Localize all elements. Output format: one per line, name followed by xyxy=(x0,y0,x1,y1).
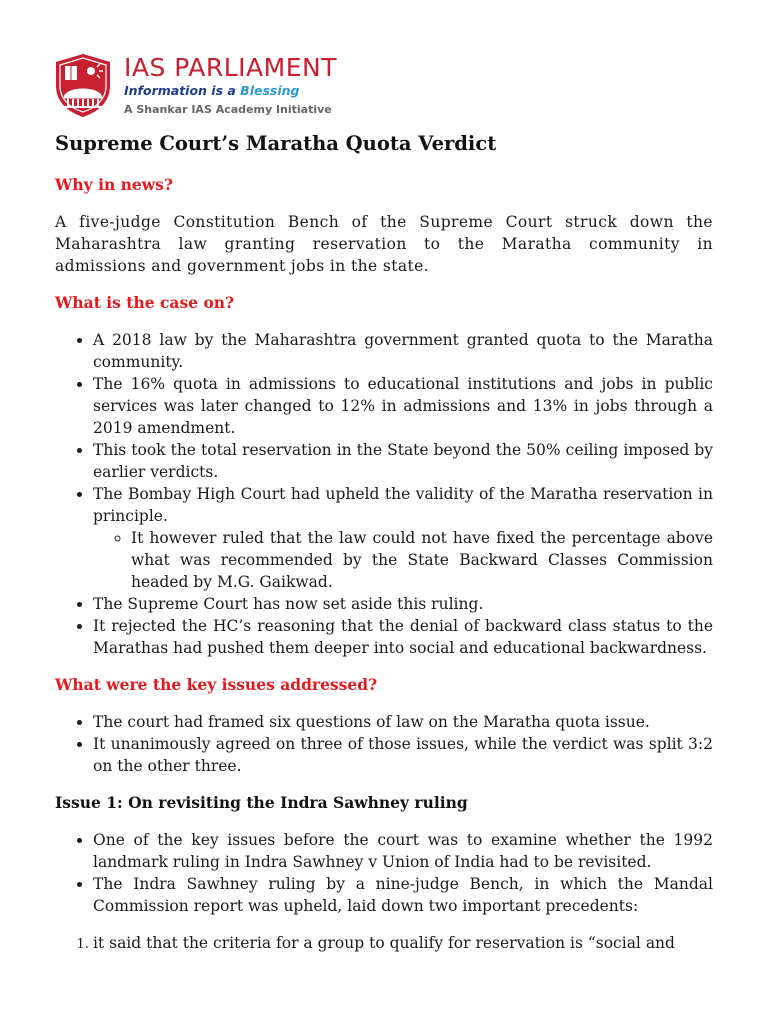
list-item: • It unanimously agreed on three of those issues, while the verdict was split 3:2 on the other three. xyxy=(93,733,713,777)
brand-subtitle: A Shankar IAS Academy Initiative xyxy=(124,103,332,116)
issue1-numbered-list xyxy=(55,932,713,954)
list-item: • The Indra Sawhney ruling by a nine-judge Bench, in which the Mandal Commission report was upheld, laid down two important precedents: xyxy=(93,873,713,917)
case-heading: What is the case on? xyxy=(55,293,235,312)
article-title: Supreme Court’s Maratha Quota Verdict xyxy=(55,132,497,155)
why-in-news-text: A five-judge Constitution Bench of the Supreme Court struck down the Maharashtra law granting reservation to the Maratha community in admissions and government jobs in the state. xyxy=(55,213,713,275)
key-issues-heading: What were the key issues addressed? xyxy=(55,675,378,694)
issues-list xyxy=(55,711,713,777)
ias-parliament-logo xyxy=(52,52,412,122)
parliament-emblem-icon xyxy=(52,52,114,118)
case-sublist xyxy=(93,527,713,593)
brand-tagline xyxy=(124,83,299,98)
case-list xyxy=(55,329,713,659)
tagline-part2: Blessing xyxy=(240,83,300,98)
list-item: • The Supreme Court has now set aside this ruling. xyxy=(93,593,713,615)
list-item-text: The Bombay High Court had upheld the validity of the Maratha reservation in principle. xyxy=(93,485,713,525)
list-item: • This took the total reservation in the State beyond the 50% ceiling imposed by earlier verdicts. xyxy=(93,439,713,483)
issue1-list xyxy=(55,829,713,917)
why-in-news-heading: Why in news? xyxy=(55,175,173,194)
tagline-part1: Information is a xyxy=(124,83,241,98)
list-item: • The 16% quota in admissions to educational institutions and jobs in public services was later changed to 12% in admissions and 13% in jobs through a 2019 amendment. xyxy=(93,373,713,439)
numbered-item: 1. it said that the criteria for a group to qualify for reservation is “social and xyxy=(93,932,713,954)
list-item: • One of the key issues before the court was to examine whether the 1992 landmark ruling in Indra Sawhney v Union of India had to be revisited. xyxy=(93,829,713,873)
list-item: • A 2018 law by the Maharashtra government granted quota to the Maratha community. xyxy=(93,329,713,373)
brand-name: IAS PARLIAMENT xyxy=(124,53,337,82)
article-body xyxy=(55,131,713,969)
list-item: • It rejected the HC’s reasoning that the denial of backward class status to the Marathas had pushed them deeper into social and educational backwardness. xyxy=(93,615,713,659)
issue1-heading: Issue 1: On revisiting the Indra Sawhney ruling xyxy=(55,793,468,812)
list-item: • The court had framed six questions of law on the Maratha quota issue. xyxy=(93,711,713,733)
sub-list-item: ◦ It however ruled that the law could not have fixed the percentage above what was recommended by the State Backward Classes Commission headed by M.G. Gaikwad. xyxy=(131,527,713,593)
list-item xyxy=(93,483,713,593)
